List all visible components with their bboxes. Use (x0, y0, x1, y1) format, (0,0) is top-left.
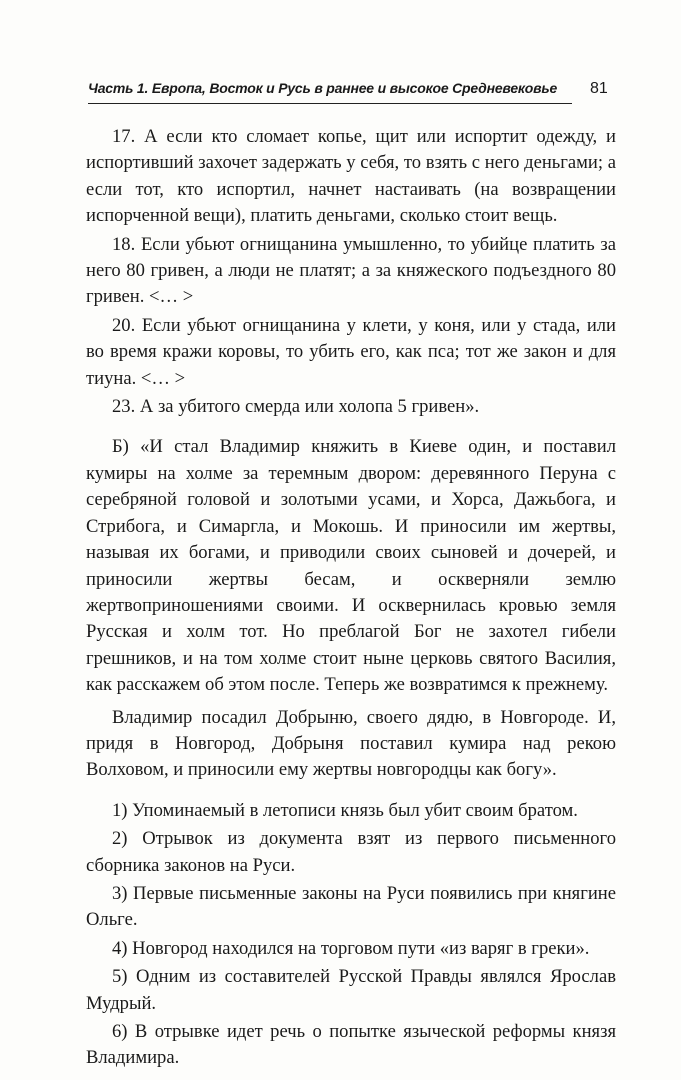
law-article-23: 23. А за убитого смерда или холопа 5 гривен». (112, 396, 480, 418)
header-rule (88, 103, 572, 104)
statement-4: 4) Новгород находился на торговом пути «из варяг в греки». (112, 937, 590, 959)
law-article-17: 17. А если кто сломает копье, щит или испортит одежду, и испортивший захочет задержать у себя, то взять с него деньгами; а если тот, кто испортил, начнет настаивать (на возвращении испорченной вещи), платить деньгами, сколько стоит вещь. (86, 126, 616, 227)
law-article-18: 18. Если убьют огнищанина умышленно, то убийце платить за него 80 гривен, а люди не платят; а за княжеского подъездного 80 гривен. <… > (86, 233, 616, 308)
running-head (88, 80, 616, 99)
page-number: 81 (590, 80, 608, 97)
law-article-20: 20. Если убьют огнищанина у клети, у коня, или у стада, или во время кражи коровы, то убить его, как пса; тот же закон и для тиуна. <… > (86, 314, 616, 389)
chronicle-excerpt: Б) «И стал Владимир княжить в Киеве один, и поставил кумиры на холме за теремным двором: деревянного Перуна с серебряной головой и золотыми усами, и Хорса, Дажьбога, и Стрибога, и Симаргла, и Мокошь. И приносили им жертвы, называя их богами, и приводили своих сыновей и дочерей, и приносили жертвы бесам, и оскверняли землю жертвоприношениями своими. И осквернилась кровью земля Русская и холм тот. Но преблагой Бог не захотел гибели грешников, и на том холме стоит ныне церковь святого Василия, как расскажем об этом после. Теперь же возвратимся к прежнему. (86, 436, 616, 696)
statement-2: 2) Отрывок из документа взят из первого письменного сборника законов на Руси. (86, 828, 616, 876)
statement-3: 3) Первые письменные законы на Руси появились при княгине Ольге. (86, 882, 616, 931)
statement-1: 1) Упоминаемый в летописи князь был убит своим братом. (112, 799, 578, 821)
running-title: Часть 1. Европа, Восток и Русь в раннее и высокое Средневековье (88, 80, 558, 96)
main-text (86, 124, 616, 1072)
statement-6: 6) В отрывке идет речь о попытке языческой реформы князя Владимира. (86, 1021, 616, 1069)
statement-5: 5) Одним из составителей Русской Правды являлся Ярослав Мудрый. (86, 966, 616, 1014)
chronicle-excerpt-continued: Владимир посадил Добрыню, своего дядю, в Новгороде. И, придя в Новгород, Добрыня поставил кумира над рекою Волховом, и приносили ему жертвы новгородцы как богу». (86, 706, 616, 781)
